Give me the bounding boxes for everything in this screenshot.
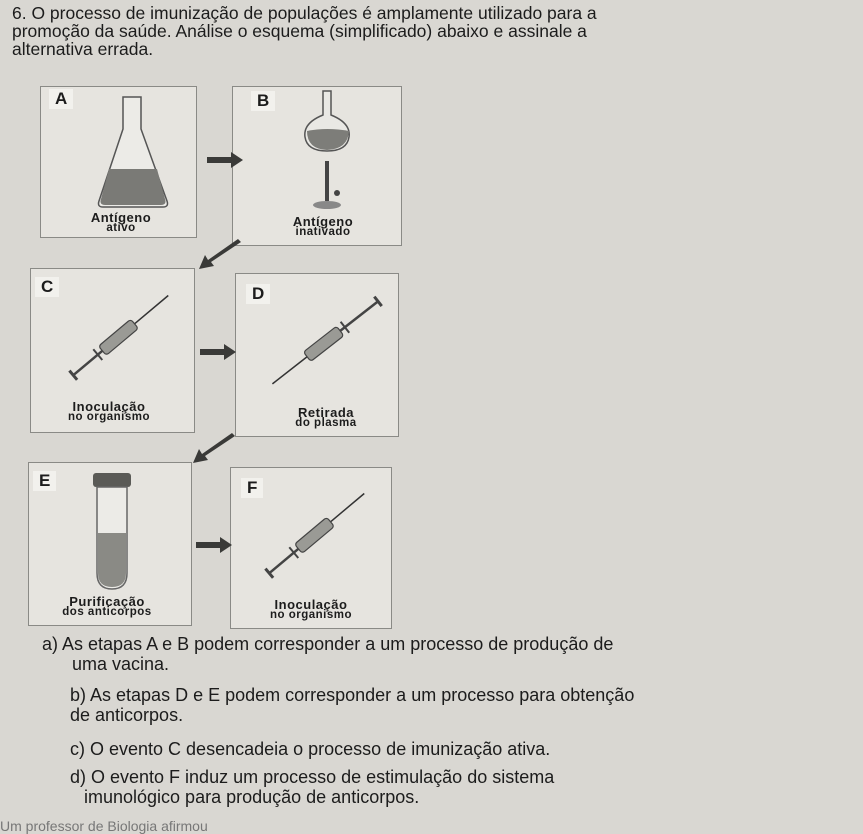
option-b-line-1: b) As etapas D e E podem corresponder a um processo para obtenção bbox=[70, 685, 635, 705]
panel-f-caption-1: Inoculação bbox=[274, 597, 348, 612]
option-d-line-1: d) O evento F induz um processo de estimulação do sistema bbox=[70, 767, 555, 787]
arrow-down-left-icon bbox=[196, 236, 242, 272]
syringe-icon bbox=[256, 282, 396, 402]
panel-e-caption bbox=[37, 594, 177, 618]
panel-d-caption bbox=[266, 405, 386, 429]
panel-d bbox=[235, 273, 399, 437]
footer-text: Um professor de Biologia afirmou bbox=[0, 818, 208, 834]
panel-e-label: E bbox=[33, 471, 56, 491]
panel-c-caption-1: Inoculação bbox=[72, 399, 146, 414]
panel-d-label: D bbox=[246, 284, 270, 304]
panel-a-caption-2: ativo bbox=[106, 222, 136, 234]
panel-b-caption-2: inativado bbox=[295, 226, 351, 238]
panel-e bbox=[28, 462, 192, 626]
arrow-down-left-icon bbox=[190, 430, 236, 466]
panel-e-caption-1: Purificação bbox=[69, 594, 145, 609]
panel-a-caption bbox=[71, 210, 171, 234]
arrow-right-icon bbox=[198, 342, 238, 362]
panel-d-caption-1: Retirada bbox=[297, 405, 355, 420]
option-d bbox=[70, 767, 554, 807]
option-a-line-2: uma vacina. bbox=[72, 654, 170, 674]
panel-f-label: F bbox=[241, 478, 263, 498]
panel-c-caption-2: no organismo bbox=[67, 411, 151, 423]
panel-b bbox=[232, 86, 402, 246]
syringe-icon bbox=[251, 478, 381, 590]
arrow-right-icon bbox=[205, 150, 245, 170]
panel-c-caption bbox=[39, 399, 179, 423]
panel-a-caption-1: Antígeno bbox=[90, 210, 152, 225]
panel-b-label: B bbox=[251, 91, 275, 111]
round-flask-stand-icon bbox=[293, 89, 363, 215]
question-line-2: promoção da saúde. Análise o esquema (simplificado) abaixo e assinale a bbox=[12, 21, 587, 41]
panel-c-label: C bbox=[35, 277, 59, 297]
question-line-3: alternativa errada. bbox=[12, 39, 154, 59]
panel-a-label: A bbox=[49, 89, 73, 109]
option-b bbox=[70, 685, 634, 725]
panel-f bbox=[230, 467, 392, 629]
option-d-line-2: imunológico para produção de anticorpos. bbox=[84, 787, 420, 807]
erlenmeyer-flask-icon bbox=[93, 93, 173, 209]
panel-e-caption-2: dos anticorpos bbox=[62, 606, 152, 618]
option-c bbox=[70, 739, 550, 759]
syringe-icon bbox=[55, 281, 185, 391]
option-b-line-2: de anticorpos. bbox=[70, 705, 184, 725]
panel-b-caption bbox=[268, 214, 378, 238]
arrow-right-icon bbox=[194, 535, 234, 555]
question-text bbox=[12, 4, 842, 58]
panel-a bbox=[40, 86, 197, 238]
panel-d-caption-2: do plasma bbox=[295, 417, 357, 429]
option-a bbox=[42, 634, 613, 674]
question-line-1: 6. O processo de imunização de populações é amplamente utilizado para a bbox=[12, 3, 597, 23]
option-c-line-1: c) O evento C desencadeia o processo de imunização ativa. bbox=[70, 739, 551, 759]
option-a-line-1: a) As etapas A e B podem corresponder a um processo de produção de bbox=[42, 634, 614, 654]
panel-c bbox=[30, 268, 195, 433]
panel-f-caption-2: no organismo bbox=[269, 609, 353, 621]
panel-f-caption bbox=[251, 597, 371, 621]
panel-b-caption-1: Antígeno bbox=[292, 214, 354, 229]
test-tube-icon bbox=[87, 471, 137, 595]
